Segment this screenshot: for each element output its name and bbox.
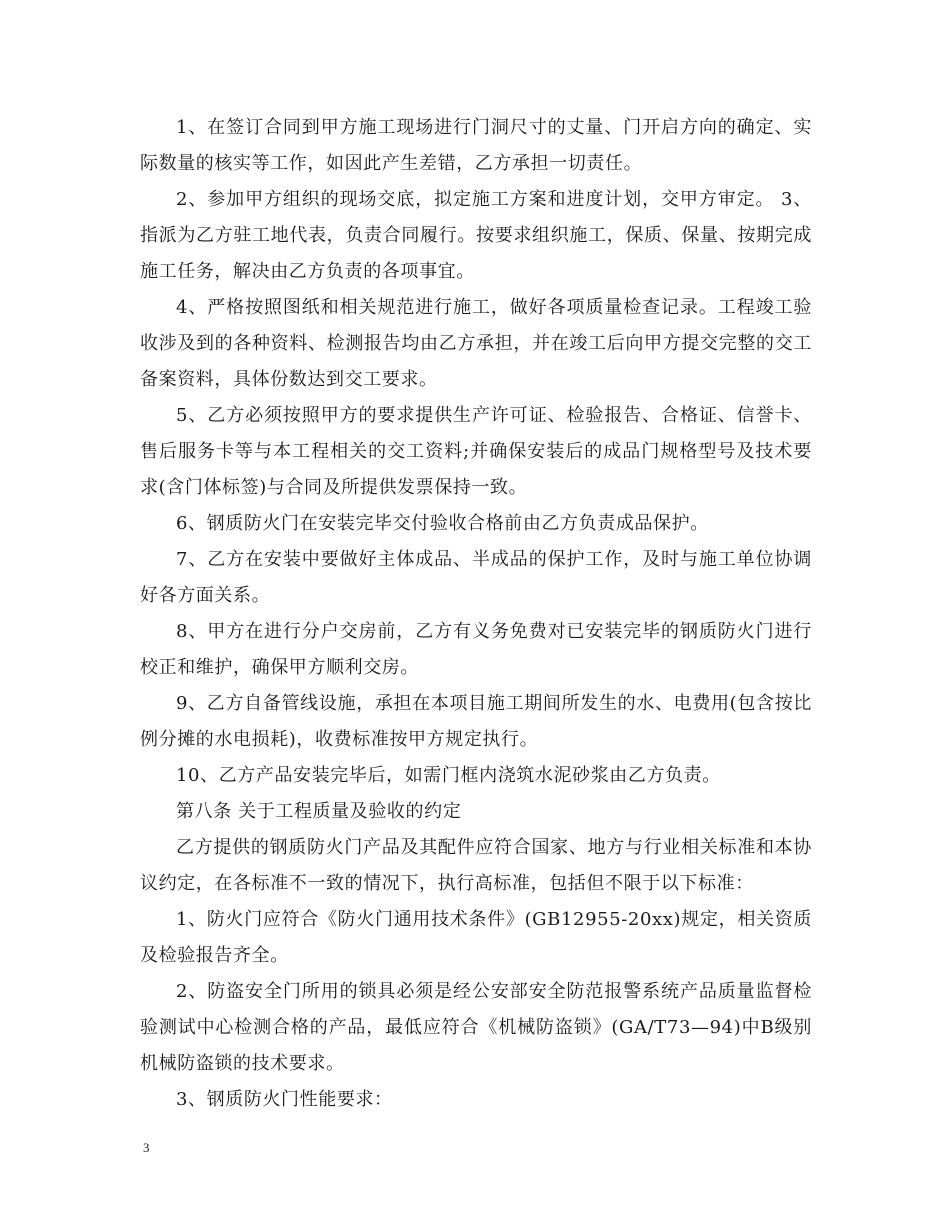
- page-number: 3: [143, 1140, 150, 1155]
- paragraph-product-protection: 6、钢质防火门在安装完毕交付验收合格前由乙方负责成品保护。: [176, 513, 709, 534]
- paragraph-utilities: 9、乙方自备管线设施，承担在本项目施工期间所发生的水、电费用(包含按比例分摊的水电损耗)，收费标准按甲方规定执行。: [140, 693, 812, 750]
- paragraph-mortar: 10、乙方产品安装完毕后，如需门框内浇筑水泥砂浆由乙方负责。: [176, 765, 721, 786]
- section-heading-article-8: 第八条 关于工程质量及验收的约定: [176, 801, 462, 822]
- paragraph-site-measurement: 1、在签订合同到甲方施工现场进行门洞尺寸的丈量、门开启方向的确定、实际数量的核实等工作，如因此产生差错，乙方承担一切责任。: [140, 117, 812, 174]
- paragraph-construction-records: 4、严格按照图纸和相关规范进行施工，做好各项质量检查记录。工程竣工验收涉及到的各种资料、检测报告均由乙方承担，并在竣工后向甲方提交完整的交工备案资料，具体份数达到交工要求。: [140, 297, 812, 390]
- paragraph-site-briefing: 2、参加甲方组织的现场交底，拟定施工方案和进度计划，交甲方审定。 3、指派为乙方驻工地代表，负责合同履行。按要求组织施工，保质、保量、按期完成施工任务，解决由乙方负责的各项事宜。: [140, 189, 812, 282]
- paragraph-performance-requirements: 3、钢质防火门性能要求：: [176, 1089, 393, 1110]
- paragraph-maintenance: 8、甲方在进行分户交房前，乙方有义务免费对已安装完毕的钢质防火门进行校正和维护，确保甲方顺利交房。: [140, 621, 812, 678]
- document-body: [140, 110, 812, 1118]
- paragraph-certificates: 5、乙方必须按照甲方的要求提供生产许可证、检验报告、合格证、信誉卡、售后服务卡等与本工程相关的交工资料;并确保安装后的成品门规格型号及技术要求(含门体标签)与合同及所提供发票保持一致。: [140, 405, 812, 498]
- paragraph-lock-standard: 2、防盗安全门所用的锁具必须是经公安部安全防范报警系统产品质量监督检验测试中心检测合格的产品，最低应符合《机械防盗锁》(GA/T73—94)中B级别机械防盗锁的技术要求。: [140, 981, 812, 1074]
- paragraph-standards-intro: 乙方提供的钢质防火门产品及其配件应符合国家、地方与行业相关标准和本协议约定，在各标准不一致的情况下，执行高标准，包括但不限于以下标准：: [140, 837, 812, 894]
- paragraph-coordination: 7、乙方在安装中要做好主体成品、半成品的保护工作，及时与施工单位协调好各方面关系。: [140, 549, 812, 606]
- paragraph-fire-door-standard: 1、防火门应符合《防火门通用技术条件》(GB12955-20xx)规定，相关资质及检验报告齐全。: [140, 909, 812, 966]
